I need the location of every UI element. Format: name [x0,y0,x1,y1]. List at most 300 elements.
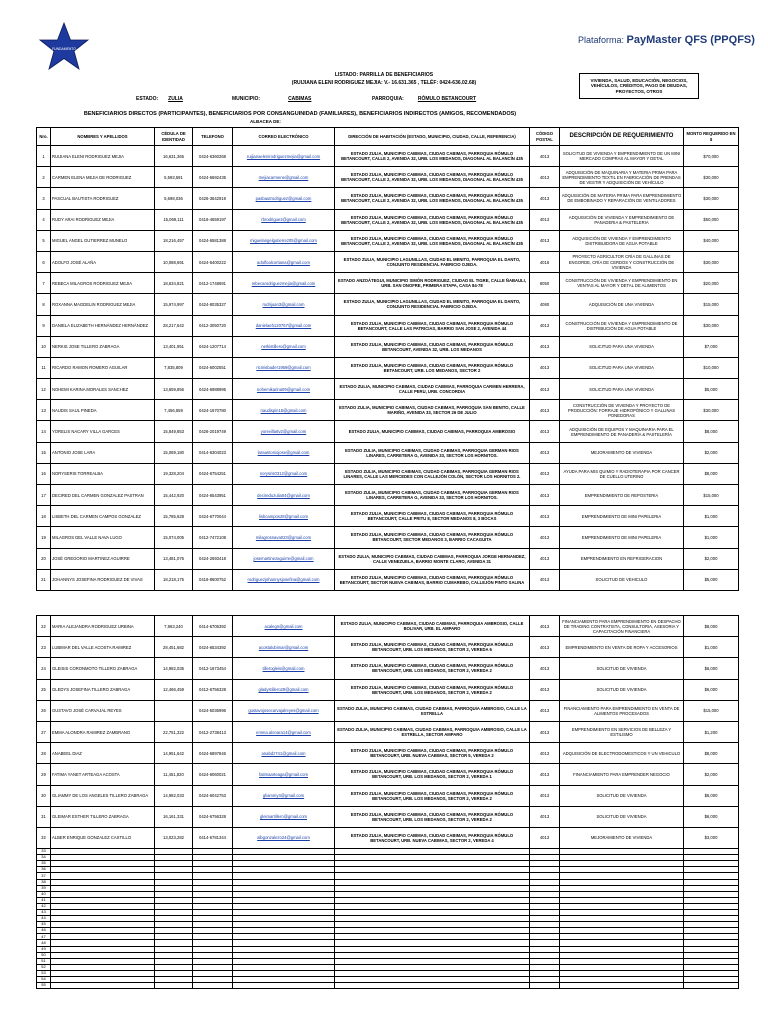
beneficiaries-table-continued [36,615,739,989]
cell-codigo: 4013 [530,506,560,527]
cell-telefono: 0412-7472108 [193,527,233,548]
col-nombres: NOMBRES Y APELLIDOS [51,128,155,146]
col-codigo: CÓDIGO POSTAL [530,128,560,146]
cell-empty [335,983,530,989]
cell-monto: $2,000 [684,548,739,569]
table-row [37,146,739,167]
cell-nro: 13 [37,400,51,421]
cell-direccion: ESTADO ZULIA, MUNICIPIO CABIMAS, CIUDAD CABIMAS, PARROQUIA RÓMULO BETANCOURT, URB. NUEVA CABIMAS, SECTOR 2, VEREDA 4 [335,827,530,848]
cell-nro: 24 [37,658,51,679]
cell-name: JOSÉ GREGORIO MARTINEZ AGUIRRE [51,548,155,569]
cell-email[interactable]: adolfoalcortiana@gmail.com [233,251,335,272]
cell-direccion: ESTADO ZULIA, MUNICIPIO LAGUNILLAS, CIUDAD EL MENITO, PARROQUIA EL DANTO, CONJUNTO RESIDENCIAL FABRICIO OJEDA. [335,251,530,272]
cell-telefono: 0424-6897846 [193,743,233,764]
cell-nro: 30 [37,785,51,806]
cell-direccion: ESTADO ZULIA, MUNICIPIO CABIMAS, CIUDAD CABIMAS, PARROQUIA RÓMULO BETANCOURT, SECTOR MEDANOS 3, BARRIO CACAGUITA [335,527,530,548]
cell-direccion: ESTADO ZULIA, MUNICIPIO CABIMAS, CIUDAD CABIMAS, PARROQUIA AMBROSIO, CALLE BOLIVAR, URB. EL AMPARO [335,616,530,637]
cell-nro: 46 [37,928,51,934]
cell-nro: 8 [37,294,51,315]
cell-descripcion: CONSTRUCCIÓN DE VIVIENDA Y PROYECTO DE PRODUCCIÓN: FORRAJE HIDROPÓNICO Y GALLINAS PONEDORAS [560,400,684,421]
cell-descripcion: ADQUISICIÓN DE UNA VIVIENDA [560,294,684,315]
table-row [37,569,739,590]
cell-direccion: ESTADO ZULIA, MUNICIPIO CABIMAS, CIUDAD CABIMAS, PARROQUIA RÓMULO BETANCOURT, CALLE 2, AVENIDA 32, URB. LOS MEDANOS, DIAGONAL AL BALANCÍN 435 [335,146,530,167]
cell-monto: $6,000 [684,679,739,700]
cell-empty [233,983,335,989]
cell-monto: $5,000 [684,379,739,400]
cell-descripcion: EMPRENDIMIENTO EN REFRIGERACION [560,548,684,569]
cell-nro: 26 [37,700,51,721]
cell-email[interactable]: pasbautrodriguez@gmail.com [233,188,335,209]
cell-monto: $15,000 [684,485,739,506]
cell-email[interactable]: acalegn@gmail.com [233,616,335,637]
cell-monto: $1,200 [684,721,739,742]
table-row [37,400,739,421]
cell-email[interactable]: gleimartillero@gmail.com [233,806,335,827]
cell-name: GLIAMMY DE LOS ANGELES TILLERO ZABRAGA [51,785,155,806]
cell-descripcion: SOLICITUD DE VIVIENDA Y EMPRENDIMIENTO DE UN MINI MERCADO COMPRAS AL MAYOR Y DETAL [560,146,684,167]
cell-nro: 20 [37,548,51,569]
cell-codigo: 4013 [530,806,560,827]
cell-nro: 51 [37,958,51,964]
cell-telefono: 0424-6988995 [193,379,233,400]
cell-email[interactable]: nohemikarina09@gmail.com [233,379,335,400]
cell-nro: 34 [37,855,51,861]
cell-name: RICARDO RAMON ROMERO AGUILAR [51,357,155,378]
cell-email[interactable]: gustavojosecarvajalreyes@gmail.com [233,700,335,721]
cell-descripcion: EMPRENDIMIENTO DE MINI PAPELERIA [560,527,684,548]
cell-nro: 40 [37,891,51,897]
cell-email[interactable]: ruijianaelenirodriguezmejia@gmail.com [233,146,335,167]
table-row [37,442,739,463]
cell-direccion: ESTADO ZULIA, MUNICIPIO CABIMAS, CIUDAD CABIMAS, PARROQUIA AMBROSIO, CALLE LA ESTRELLA [335,700,530,721]
cell-nro: 37 [37,873,51,879]
cell-nro: 1 [37,146,51,167]
cell-name: MIGUEL ANGEL GUTIERREZ MUNELO [51,230,155,251]
table-row [37,721,739,742]
cell-direccion: ESTADO ZULIA, MUNICIPIO LAGUNILLAS, CIUDAD EL MENITO, PARROQUIA EL DANTO, CONJUNTO RESIDENCIAL FABRICIO OJEDA. [335,294,530,315]
cell-nro: 39 [37,885,51,891]
cell-descripcion: EMPRENDIMIENTO EN VENTA DE ROPA Y ACCESORIOS [560,637,684,658]
cell-codigo: 4013 [530,658,560,679]
cell-direccion: ESTADO ZULIA, MUNICIPIO CABIMAS, CIUDAD CABIMAS, PARROQUIA JORGE HERNANDEZ, CALLE VENEZUELA, BARRIO MONTE CLARO, AVENIDA 31 [335,548,530,569]
cell-direccion: ESTADO ZULIA, MUNICIPIO CABIMAS, CIUDAD CABIMAS, PARROQUIA RÓMULO BETANCOURT, CALLE 2, AVENIDA 32, URB. LOS MEDANOS, DIAGONAL AL BALANCÍN 435 [335,188,530,209]
cell-nro: 38 [37,879,51,885]
cell-nro: 45 [37,922,51,928]
cell-email[interactable]: emma.alonara14@gmail.com [233,721,335,742]
cell-monto: $1,000 [684,506,739,527]
cell-nro: 36 [37,867,51,873]
cell-descripcion: EMPRENDIMIENTO EN SERVICIOS DE BELLEZA Y ESTILISMO [560,721,684,742]
cell-descripcion: SOLICITUD DE VIVIENDA [560,658,684,679]
table-row [37,743,739,764]
cell-nro: 49 [37,946,51,952]
cell-codigo: 4013 [530,548,560,569]
table-row [37,485,739,506]
cell-nro: 47 [37,934,51,940]
col-nro: Nro. [37,128,51,146]
cell-monto: $5,000 [684,569,739,590]
table-row [37,616,739,637]
cell-telefono: 0424-6534392 [193,637,233,658]
cell-nro: 18 [37,506,51,527]
cell-email[interactable]: danielaeh120767@gmail.com [233,315,335,336]
cell-nro: 19 [37,527,51,548]
cell-codigo: 4013 [530,764,560,785]
cell-nro: 48 [37,940,51,946]
cell-cedula: 14,951,642 [155,743,193,764]
cell-telefono: 0416-4659197 [193,209,233,230]
cell-cedula: 19,328,204 [155,463,193,484]
table-row [37,827,739,848]
cell-cedula: 16,161,331 [155,806,193,827]
cell-telefono: 0424-6770044 [193,506,233,527]
cell-telefono: 0412-1748691 [193,273,233,294]
cell-direccion: ESTADO ZULIA, MUNICIPIO CABIMAS, CIUDAD CABIMAS, PARROQUIA RÓMULO BETANCOURT, URB. LOS MEDANOS, SECTOR 2, VEREDA 2 [335,658,530,679]
cell-nro: 27 [37,721,51,742]
cell-direccion: ESTADO ZULIA, MUNICIPIO CABIMAS, CIUDAD CABIMAS, PARROQUIA RÓMULO BETANCOURT, CALLE LAS PATRICIAS, BARRIO SAN JOSE 2, AVENIDA 44 [335,315,530,336]
table-row [37,209,739,230]
cell-monto: $1,000 [684,637,739,658]
col-correo: CORREO ELECTRÓNICO [233,128,335,146]
cell-telefono: 0424-6754251 [193,463,233,484]
table-header-row [37,128,739,146]
cell-name: MARIA ALEJANDRA RODRIGUEZ URBINA [51,616,155,637]
cell-telefono: 0424-6543951 [193,485,233,506]
table-row [37,336,739,357]
cell-telefono: 0424-5036996 [193,700,233,721]
cell-descripcion: FINANCIAMIENTO PARA EMPRENDIMIENTO EN VENTA DE ALIMENTOS PROCESADOS [560,700,684,721]
cell-descripcion: SOLICITUD DE VEHICULO [560,569,684,590]
star-logo [36,20,92,76]
cell-descripcion: ADQUISICIÓN DE VIVIENDA Y EMPRENDIMIENTO DE PANADERIA & PASTELERIA [560,209,684,230]
table-row [37,379,739,400]
table-row [37,167,739,188]
cell-name: NOHEMI KARINA MORALES SANCHEZ [51,379,155,400]
cell-name: ROXANNA MAGDELIN RODRIGUEZ MEJIA [51,294,155,315]
cell-codigo: 4013 [530,485,560,506]
cell-empty [560,983,684,989]
cell-cedula: 7,456,559 [155,400,193,421]
cell-email[interactable]: miguelangelgutierrez05@gmail.com [233,230,335,251]
cell-telefono: 0414-6781344 [193,827,233,848]
cell-telefono: 0424-8035327 [193,294,233,315]
cell-descripcion: EMPRENDIMIENTO DE REPOSTERIA [560,485,684,506]
cell-codigo: 4013 [530,209,560,230]
cell-codigo: 4013 [530,616,560,637]
cell-email[interactable]: gliammy4@gmail.com [233,785,335,806]
cell-nro: 31 [37,806,51,827]
cell-name: CARMEN ELENA MEJIA DE RODRIGUEZ [51,167,155,188]
cell-name: ANABEEL DIAZ [51,743,155,764]
cell-empty [193,983,233,989]
beneficiarios-title: BENEFICIARIOS DIRECTOS (PARTICIPANTES), BENEFICIARIOS POR CONSANGUINIDAD (FAMILIARES), BENEFICIARIOS INDIRECTOS (AMIGOS, RECOMENDADOS) [83,111,517,117]
cell-nro: 44 [37,916,51,922]
cell-name: GLEDYS JOSEFINA TILLERO ZABRAGA [51,679,155,700]
table-row [37,658,739,679]
cell-descripcion: SOLICITUD DE VIVIENDA [560,785,684,806]
star-icon [36,20,92,76]
cell-cedula: 13,023,282 [155,827,193,848]
cell-nro: 15 [37,442,51,463]
cell-email[interactable]: nerkistillero@gmail.com [233,336,335,357]
cell-cedula: 5,593,591 [155,167,193,188]
cell-codigo: 4013 [530,442,560,463]
cell-telefono: 0424-6692435 [193,167,233,188]
cell-email[interactable]: naudispin15@gmail.com [233,400,335,421]
cell-email[interactable]: laraantoniojose@gmail.com [233,442,335,463]
cell-email[interactable]: acostalubimar@gmail.com [233,637,335,658]
cell-descripcion: ADQUISICIÓN DE MATERIA PRIMA PARA EMPRENDIMIENTO DE EMBOBINADO Y REPARACIÓN DE VENTILADORES [560,188,684,209]
cell-monto: $15,000 [684,700,739,721]
cell-telefono: 0424-6756328 [193,806,233,827]
cell-direccion: ESTADO ZULIA, MUNICIPIO CABIMAS, CIUDAD CABIMAS, PARROQUIA AMBROSIO, CALLE LA ESTRELLA, SECTOR AMPARO [335,721,530,742]
cell-nro: 9 [37,315,51,336]
cell-descripcion: SOLICITUD PARA UNA VIVIENDA [560,357,684,378]
cell-nro: 22 [37,616,51,637]
cell-cedula [155,700,193,721]
cell-email[interactable]: norysris0312@gmail.com [233,463,335,484]
responsable-line: (RUIJIANA ELENI RODRIGUEZ MEJIA: V.- 16.631.365 , TELÉF: 0424-636.02.68) [291,80,477,86]
cell-email[interactable]: mejiacarmene@gmail.com [233,167,335,188]
cell-telefono: 0414-6304023 [193,442,233,463]
cell-telefono: 0412-1673454 [193,658,233,679]
cell-name: DECIRED DEL CARMEN GONZALEZ PASTRAN [51,485,155,506]
cell-email[interactable]: rebecarodriguezmejia@gmail.com [233,273,335,294]
cell-codigo: 4013 [530,463,560,484]
cell-descripcion: ADQUISICIÓN DE ELECTRODOMESTICOS Y UN VEHICULO [560,743,684,764]
cell-cedula: 18,634,821 [155,273,193,294]
cell-nro: 23 [37,637,51,658]
cell-nro: 21 [37,569,51,590]
estado-field [136,96,183,102]
cell-monto: $8,000 [684,421,739,442]
cell-nro: 17 [37,485,51,506]
cell-codigo: 4013 [530,527,560,548]
cell-email[interactable]: tillerogleis@gmail.com [233,658,335,679]
cell-cedula: 10,088,691 [155,251,193,272]
cell-nro: 2 [37,167,51,188]
table-row [37,294,739,315]
cell-cedula: 13,481,076 [155,548,193,569]
cell-cedula: 7,963,240 [155,616,193,637]
cell-codigo: 4013 [530,379,560,400]
cell-nro: 28 [37,743,51,764]
cell-name: GUSTAVO JOSÉ CARVAJAL REYES [51,700,155,721]
municipio-value: CABIMAS [288,96,312,102]
cell-codigo: 6050 [530,273,560,294]
cell-monto: $8,000 [684,616,739,637]
cell-descripcion: SOLICITUD DE VIVIENDA [560,679,684,700]
cell-email[interactable]: fatimaarteaga@gmail.com [233,764,335,785]
cell-monto: $10,000 [684,357,739,378]
table-row [37,421,739,442]
cell-codigo: 4013 [530,827,560,848]
cell-email[interactable]: josemartinezaguirre@gmail.com [233,548,335,569]
cell-direccion: ESTADO ZULIA, MUNICIPIO CABIMAS, CIUDAD CABIMAS, PARROQUIA AMBROSIO [335,421,530,442]
table-row [37,357,739,378]
cell-codigo: 4013 [530,421,560,442]
parroquia-label: PARROQUIA: [372,96,404,102]
table-row [37,315,739,336]
cell-email[interactable]: milagrosnava023@gmail.com [233,527,335,548]
cell-nro: 25 [37,679,51,700]
cell-telefono: 0426-2019749 [193,421,233,442]
cell-telefono: 0424-2693418 [193,548,233,569]
cell-telefono: 0424-6042753 [193,785,233,806]
cell-telefono: 0412-2738413 [193,721,233,742]
cell-cedula: 15,069,180 [155,442,193,463]
cell-direccion: ESTADO ZULIA, MUNICIPIO CABIMAS, CIUDAD CABIMAS, PARROQUIA RÓMULO BETANCOURT, URB. LOS MEDANOS, SECTOR 2, VEREDA 2 [335,806,530,827]
cell-name: JOHANNYS JOSEFINA RODRIGUEZ DE VIVAS [51,569,155,590]
cell-codigo: 4013 [530,357,560,378]
cell-email[interactable]: ricmisbader1959@gmail.com [233,357,335,378]
cell-cedula: 7,835,809 [155,357,193,378]
cell-cedula: 13,401,951 [155,336,193,357]
cell-nro: 53 [37,970,51,976]
table-row [37,679,739,700]
cell-nro: 43 [37,910,51,916]
cell-email[interactable]: decireduzulia04@gmail.com [233,485,335,506]
cell-codigo: 4080 [530,294,560,315]
table-row [37,251,739,272]
cell-codigo: 4013 [530,400,560,421]
table-row [37,700,739,721]
cell-monto: $6,000 [684,806,739,827]
table-row [37,230,739,251]
cell-email[interactable]: rodrijuan3@gmail.com [233,294,335,315]
cell-name: REBECA MILAGROS RODRIGUEZ MEJIA [51,273,155,294]
cell-codigo: 4013 [530,785,560,806]
cell-codigo: 4013 [530,700,560,721]
cell-monto: $30,000 [684,315,739,336]
cell-direccion: ESTADO ZULIA, MUNICIPIO CABIMAS, CIUDAD CABIMAS, PARROQUIA RÓMULO BETANCOURT, URB. LOS MEDANOS, SECTOR 2 [335,357,530,378]
parroquia-field [372,96,476,102]
cell-name: GLEIMAR ESTHER TILLERO ZABRAGA [51,806,155,827]
cell-name: YORELIS NACARY VILLA GARCES [51,421,155,442]
cell-name: LISBETH DEL CARMEN CAMPOS GONZALEZ [51,506,155,527]
cell-telefono: 0412-6756328 [193,679,233,700]
cell-direccion: ESTADO ZULIA, MUNICIPIO CABIMAS, CIUDAD CABIMAS, PARROQUIA RÓMULO BETANCOURT, CALLE PRITU 8, SECTOR MEDANOS 8, 3 BOCAS [335,506,530,527]
cell-name: FATIMA YANET ARTEAGA ACOSTA [51,764,155,785]
cell-descripcion: PROYECTO AGRICULTOR CRÍA DE GALLINAS DE ENGORDE, CRÍA DE CERDOS Y CONSTRUCCIÓN DE VIVIENDA [560,251,684,272]
cell-email[interactable]: yorevilla8v2@gmail.com [233,421,335,442]
cell-codigo: 4013 [530,637,560,658]
cell-descripcion: MEJORAMIENTO DE VIVIENDA [560,827,684,848]
cell-monto: $2,000 [684,764,739,785]
cell-descripcion: MEJORAMIENTO DE VIVIENDA [560,442,684,463]
cell-nro: 12 [37,379,51,400]
table-row [37,785,739,806]
cell-direccion: ESTADO ZULIA, MUNICIPIO CABIMAS, CIUDAD CABIMAS, PARROQUIA RÓMULO BETANCOURT, URB. LOS MEDANOS, SECTOR 2, VEREDA 6 [335,637,530,658]
cell-monto: $50,000 [684,209,739,230]
cell-descripcion: AYUDA PARA MIS QUIMIO Y RADIOTERAPIA POR CANCER DE CUELLO UTERINO [560,463,684,484]
cell-cedula: 13,659,856 [155,379,193,400]
cell-direccion: ESTADO ZULIA, MUNICIPIO CABIMAS, CIUDAD CABIMAS, PARROQUIA RÓMULO BETANCOURT, URB. LOS MEDANOS, SECTOR 2, VEREDA 2 [335,679,530,700]
cell-direccion: ESTADO ZULIA, MUNICIPIO CABIMAS, CIUDAD CABIMAS, PARROQUIA RÓMULO BETANCOURT, AVENIDA 32, URB. LOS MEDANOS [335,336,530,357]
cell-email[interactable]: gladystillero29@gmail.com [233,679,335,700]
cell-nro: 10 [37,336,51,357]
cell-nro: 54 [37,977,51,983]
table-row [37,273,739,294]
logo-text: FUNDAMENTO [52,47,76,51]
cell-codigo: 4013 [530,146,560,167]
cell-direccion: ESTADO ZULIA, MUNICIPIO CABIMAS, CIUDAD CABIMAS, PARROQUIA SAN BENITO, CALLE MARIÑO, AVENIDA 33, SECTOR 26 DE JULIO [335,400,530,421]
cell-empty [684,983,739,989]
cell-cedula: 11,451,820 [155,764,193,785]
cell-name: ALBER ENRIQUE GONZALEZ CASTILLO [51,827,155,848]
cell-name: DANIELA ELIZABETH HERNÁNDEZ HERNÁNDEZ [51,315,155,336]
platform-prefix: Plataforma: [578,35,625,45]
cell-email[interactable]: anabdz741@gmail.com [233,743,335,764]
cell-descripcion: CONSTRUCCIÓN DE VIVIENDA Y EMPRENDIMIENTO EN VENTAS AL MAYOR Y DETAL DE ALIMENTOS [560,273,684,294]
cell-email[interactable]: lisbcampos28@gmail.com [233,506,335,527]
cell-nro: 11 [37,357,51,378]
cell-codigo: 4013 [530,569,560,590]
table-row [37,548,739,569]
cell-monto: $2,000 [684,442,739,463]
municipio-label: MUNICIPIO: [232,96,261,102]
cell-name: NERKIS JOSE TILLERO ZABRAGA [51,336,155,357]
platform-label [578,34,755,46]
cell-direccion: ESTADO ZULIA, MUNICIPIO CABIMAS, CIUDAD CABIMAS, PARROQUIA RÓMULO BETANCOURT, URB. NUEVA CABIMAS, SECTOR 5, VEREDA 2 [335,743,530,764]
cell-cedula: 18,216,457 [155,230,193,251]
cell-nro: 35 [37,861,51,867]
municipio-field [232,96,311,102]
cell-monto: $15,000 [684,294,739,315]
cell-codigo: 4013 [530,230,560,251]
table-row [37,764,739,785]
cell-telefono: 0424-6581388 [193,230,233,251]
cell-descripcion: FINANCIAMIENTO PARA EMPRENDER NEGOCIO [560,764,684,785]
cell-empty [530,983,560,989]
cell-codigo: 4013 [530,743,560,764]
cell-name: PASCUAL BAUTISTA RODRIGUEZ [51,188,155,209]
cell-direccion: ESTADO ZULIA, MUNICIPIO CABIMAS, CIUDAD CABIMAS, PARROQUIA RÓMULO BETANCOURT, CALLE 2, AVENIDA 32, URB. LOS MEDANOS, DIAGONAL AL BALANCÍN 435 [335,167,530,188]
cell-cedula: 15,074,005 [155,527,193,548]
cell-email[interactable]: rodriguezjohannysjosefina@gmail.com [233,569,335,590]
col-direccion: DIRECCIÓN DE HABITACIÓN (ESTADO, MUNICIPIO, CIUDAD, CALLE, REFERENCIA) [335,128,530,146]
empty-row [37,983,739,989]
cell-name: MILAGROS DEL VALLE NAVA LUGO [51,527,155,548]
cell-monto: $70,000 [684,146,739,167]
cell-nro: 7 [37,273,51,294]
cell-cedula: 28,451,682 [155,637,193,658]
listado-title: LISTADO: PARRILLA DE BENEFICIARIOS [334,72,434,78]
cell-codigo: 4013 [530,721,560,742]
cell-cedula: 5,698,036 [155,188,193,209]
platform-name: PayMaster QFS (PPQFS) [626,34,755,46]
cell-cedula: 18,218,175 [155,569,193,590]
cell-telefono: 0424-6360268 [193,146,233,167]
cell-codigo: 4013 [530,679,560,700]
cell-direccion: ESTADO ZULIA, MUNICIPIO CABIMAS, CIUDAD CABIMAS, PARROQUIA GERMAN RIOS LINARES, CALLE LAS MERCEDES CON CALLEJÓN COLÓN, SECTOR LOS HORNITOS 2. [335,463,530,484]
cell-email[interactable]: rbrodriguez@gmail.com [233,209,335,230]
table-row [37,188,739,209]
cell-telefono: 0414-6706392 [193,616,233,637]
cell-email[interactable]: albgonzalezo24@gmail.com [233,827,335,848]
cell-direccion: ESTADO ZULIA, MUNICIPIO CABIMAS, CIUDAD CABIMAS, PARROQUIA CARMEN HERRERA, CALLE PERU, URB. CONCORDIA [335,379,530,400]
cell-nro: 52 [37,964,51,970]
cell-cedula: 15,849,853 [155,421,193,442]
cell-monto: $40,000 [684,230,739,251]
estado-value: ZULIA [168,96,183,102]
cell-descripcion: ADQUISICIÓN DE MAQUINARIA Y MATERIA PRIMA PARA EMPRENDIMIENTO TEXTIL EN FABRICACIÓN DE PRENDAS DE VESTIR Y ADQUISICIÓN DE VEHÍCULO [560,167,684,188]
cell-nro: 33 [37,849,51,855]
cell-telefono: 0412-3050720 [193,315,233,336]
cell-empty [51,983,155,989]
cell-telefono: 0424-1207714 [193,336,233,357]
cell-name: ADOLFO JOSÉ ALAÑA [51,251,155,272]
